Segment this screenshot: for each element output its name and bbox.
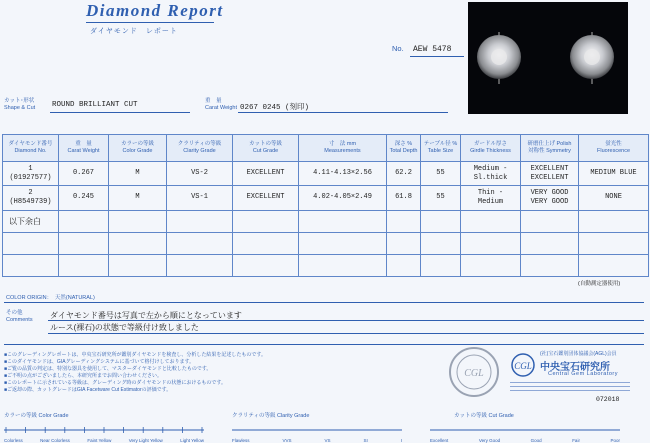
lab-member: (社)宝石鑑別団体協議会(AGL)会員 [540,351,617,357]
diamonds-image [468,2,628,114]
report-no-label: No. [392,44,404,53]
col-header: カットの等級 Cut Grade [233,135,299,162]
weight-label-en: Carat Weight [205,105,237,111]
weight-label-jp: 重 量 [205,98,222,104]
col-header: 寸 法 mm Measurements [299,135,387,162]
col-header: ダイヤモンド番号 Diamond No. [3,135,59,162]
cut-scale-label: カットの等級 Cut Grade [454,413,514,419]
col-header: テーブル径 % Table Size [421,135,461,162]
lab-name-jp: 中央宝石研究所 [540,362,610,373]
comments-line-1: ダイヤモンド番号は写真で左から順にとなっています [50,311,242,320]
report-no: AEW 5478 [410,45,464,57]
cut-scale [430,420,620,443]
report-title: Diamond Report [86,1,224,20]
note-line: ■ご不明の点がございましたら、本研究所までお問い合わせください。 [4,373,163,379]
comments-rule-2 [48,333,644,334]
grading-table [2,134,649,277]
note-line: ■ご覧の品質の判定は、特別な器具を使用して、マスターダイヤモンドと比較したものです。 [4,366,212,372]
table-row [3,210,649,232]
diamond-right [570,32,614,84]
table-row: 1 (01927577) 0.267 M VS-2 EXCELLENT 4.11-4.13×2.56 62.2 55 Medium - Sl.thick EXCELLENT EXCELLENT MEDIUM BLUE [3,162,649,186]
svg-text:CGL: CGL [464,368,484,379]
seal-emblem [448,346,500,398]
col-header: 蛍光性 Fluorescence [579,135,649,162]
color-scale-bar [4,427,204,433]
note-line: ■このダイヤモンドは、GIAグレーディングシステムに基づいて格付けしております。 [4,359,195,365]
diamond-photo [468,2,628,114]
color-scale-sub: Colorless Near Colorless Faint Yellow Very Light Yellow Light Yellow [4,438,204,443]
weight-rule [238,112,448,113]
report-subtitle: ダイヤモンド レポート [90,28,178,35]
shape-value: ROUND BRILLIANT CUT [52,101,138,109]
cut-scale-sub: Excellent Very Good Good Fair Poor [430,438,620,443]
shape-rule [50,112,190,113]
clarity-scale-bar [232,427,402,433]
title-rule [86,22,214,23]
comments-rule-1 [48,320,644,321]
table-row [3,254,649,276]
comments-label-jp: その他 [6,310,23,316]
notes-block [4,352,444,394]
comments-rule-3 [4,344,644,345]
lab-code: 072018 [596,396,620,403]
auto-measure-note: (自動測定器使用) [578,281,621,287]
cut-scale-bar [430,427,620,433]
lab-name-en: Central Gem Laboratory [548,371,618,377]
col-header: クラリティの等級 Clarity Grade [167,135,233,162]
clarity-scale-sub: Flawless VVS VS SI I [232,438,402,443]
note-line: ■ご返却の際、カットグレードはGIA Facetware Cut Estimatorの評価です。 [4,387,172,393]
svg-text:CGL: CGL [514,361,532,371]
col-header: 重 量 Carat Weight [59,135,109,162]
color-origin: COLOR ORIGIN： 天然(NATURAL) [6,295,95,301]
col-header: ガードル厚さ Girdle Thickness [461,135,521,162]
table-header-row [3,135,649,162]
note-line: ■このレポートに示されている等級は、グレーディング時のダイヤモンドの状態におけるものです。 [4,380,227,386]
table-row: 2 (H8549739) 0.245 M VS-1 EXCELLENT 4.02-4.05×2.49 61.8 55 Thin - Medium VERY GOOD VERY GOOD NONE [3,186,649,210]
diamond-left [477,32,521,84]
clarity-scale [232,420,402,443]
shape-label-en: Shape & Cut [4,105,36,111]
color-scale [4,420,204,443]
col-header: カラーの等級 Color Grade [109,135,167,162]
note-line: ■このグレーディングレポートは、中央宝石研究所が鑑別ダイヤモンドを検査し、分析した結果を記述したものです。 [4,352,267,358]
color-origin-rule [4,302,644,303]
shape-label-jp: カット･形状 [4,98,35,104]
remainder-note: 以下余白 [3,210,59,232]
lab-address [510,380,630,394]
comments-line-2: ルース(裸石)の状態で等級付け致しました [50,323,199,332]
lab-logo-icon [510,352,536,378]
comments-label-en: Comments [6,317,33,323]
col-header: 深さ % Total Depth [387,135,421,162]
weight-value: 0267 0245 (刻印) [240,104,310,112]
table-row [3,232,649,254]
clarity-scale-label: クラリティの等級 Clarity Grade [232,413,310,419]
col-header: 研磨仕上げ Polish 対称性 Symmetry [521,135,579,162]
color-scale-label: カラーの等級 Color Grade [4,413,69,419]
